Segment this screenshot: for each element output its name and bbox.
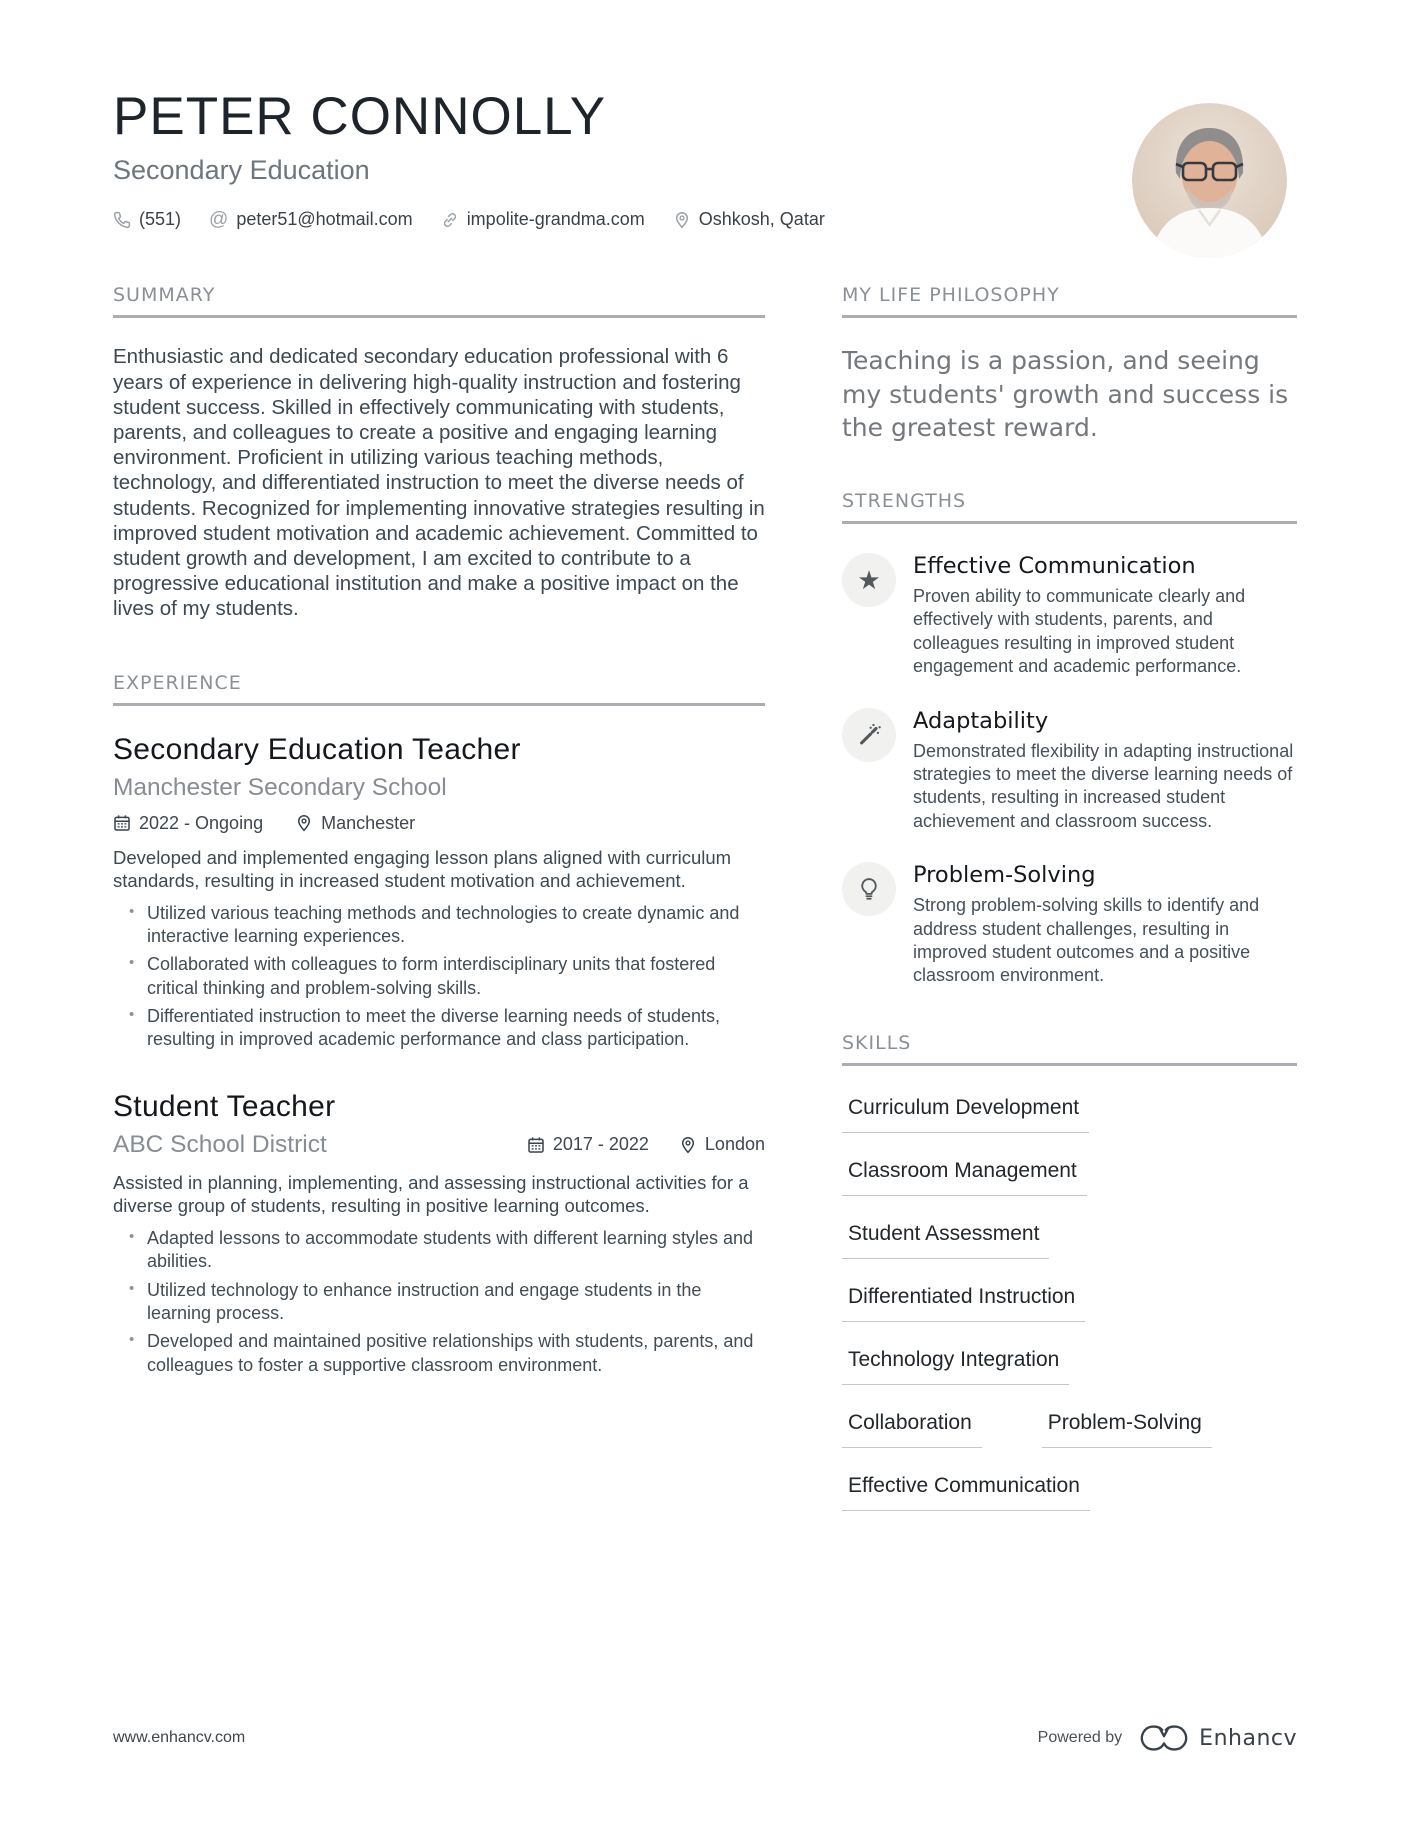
summary-section	[113, 284, 765, 621]
experience-heading: EXPERIENCE	[113, 672, 765, 706]
left-column	[113, 284, 765, 1510]
location-icon	[295, 814, 313, 832]
wand-icon	[842, 708, 896, 762]
strength-description: Proven ability to communicate clearly and effectively with students, parents, and colleagues resulting in improved student engagement and academic performance.	[913, 586, 1246, 677]
two-column-layout	[113, 284, 1297, 1510]
experience-bullet: • Collaborated with colleagues to form interdisciplinary units that fostered critical thinking and problem-solving skills.	[123, 953, 765, 1000]
job-meta	[527, 1134, 765, 1155]
enhancv-wordmark: Enhancv	[1199, 1725, 1297, 1751]
contact-item[interactable]	[113, 209, 181, 230]
contact-text: impolite-grandma.com	[466, 209, 645, 230]
star-icon: ★	[842, 553, 896, 607]
strength-item	[842, 708, 1297, 834]
calendar-icon	[527, 1136, 545, 1154]
enhancv-logo-link[interactable]	[1138, 1722, 1297, 1754]
skill-tag: Classroom Management	[842, 1159, 1087, 1196]
skill-tag: Differentiated Instruction	[842, 1285, 1085, 1322]
job-company: Manchester Secondary School	[113, 773, 447, 801]
experience-entry	[113, 1090, 765, 1377]
experience-bullet: • Utilized various teaching methods and technologies to create dynamic and interactive learning experiences.	[123, 902, 765, 949]
profile-photo	[1132, 103, 1287, 258]
job-location: London	[679, 1134, 765, 1155]
location-icon	[673, 211, 691, 229]
resume-header	[113, 0, 1297, 230]
strength-title: Problem-Solving	[913, 862, 1096, 889]
strength-title: Effective Communication	[913, 553, 1196, 580]
job-description: Developed and implemented engaging lesson plans aligned with curriculum standards, resulting in increased student motivation and achievement.	[113, 846, 732, 892]
contact-row	[113, 209, 1297, 230]
skill-tag: Curriculum Development	[842, 1096, 1089, 1133]
job-title: Secondary Education Teacher	[113, 732, 521, 766]
strength-description: Demonstrated flexibility in adapting instructional strategies to meet the diverse learning needs of students, resulting in increased student achievement and classroom success.	[913, 740, 1294, 831]
contact-item[interactable]	[673, 209, 825, 230]
powered-by-label: Powered by	[1037, 1729, 1123, 1746]
contact-item[interactable]	[209, 209, 413, 230]
page-title: PETER CONNOLLY	[113, 87, 607, 146]
experience-section	[113, 672, 765, 1378]
skill-tag: Problem-Solving	[1042, 1411, 1212, 1448]
philosophy-heading: MY LIFE PHILOSOPHY	[842, 284, 1297, 318]
skill-tag: Collaboration	[842, 1411, 982, 1448]
job-title: Student Teacher	[113, 1089, 336, 1123]
strengths-section	[842, 490, 1297, 988]
company-row	[113, 1131, 765, 1159]
phone-icon	[113, 211, 131, 229]
skill-tag: Student Assessment	[842, 1222, 1049, 1259]
link-icon	[441, 211, 459, 229]
experience-bullet: • Utilized technology to enhance instruction and engage students in the learning process.	[123, 1279, 765, 1326]
location-icon	[679, 1136, 697, 1154]
lightbulb-icon	[842, 862, 896, 916]
powered-by	[1038, 1722, 1297, 1754]
contact-text: (551)	[139, 209, 182, 230]
job-location: Manchester	[295, 813, 415, 834]
calendar-icon	[113, 814, 131, 832]
skill-tag: Technology Integration	[842, 1348, 1069, 1385]
philosophy-section	[842, 284, 1297, 444]
strength-item	[842, 862, 1297, 988]
contact-text: Oshkosh, Qatar	[698, 209, 825, 230]
strengths-heading: STRENGTHS	[842, 490, 1297, 524]
contact-item[interactable]	[441, 209, 645, 230]
job-headline: Secondary Education	[113, 155, 370, 186]
job-description: Assisted in planning, implementing, and assessing instructional activities for a diverse group of students, resulting in positive learning outcomes.	[113, 1171, 749, 1217]
experience-entry	[113, 733, 765, 1052]
strength-item	[842, 553, 1297, 679]
avatar-illustration	[1132, 103, 1287, 258]
job-meta	[113, 813, 765, 834]
skills-list	[842, 1070, 1297, 1511]
skills-section	[842, 1032, 1297, 1511]
enhancv-logo-icon	[1138, 1722, 1190, 1754]
experience-bullet: • Differentiated instruction to meet the diverse learning needs of students, resulting in improved academic performance and class participation.	[123, 1005, 765, 1052]
experience-bullet: • Developed and maintained positive relationships with students, parents, and colleagues to foster a supportive classroom environment.	[123, 1330, 765, 1377]
job-bullet-list	[113, 902, 765, 1052]
philosophy-text: Teaching is a passion, and seeing my students' growth and success is the greatest reward.	[842, 346, 1289, 442]
enhancv-website-link[interactable]: www.enhancv.com	[113, 1729, 246, 1746]
email-icon: @	[209, 209, 229, 231]
job-bullet-list	[113, 1227, 765, 1377]
strengths-list	[842, 553, 1297, 988]
experience-bullet: • Adapted lessons to accommodate students with different learning styles and abilities.	[123, 1227, 765, 1274]
job-dates: 2022 - Ongoing	[113, 813, 263, 834]
job-company: ABC School District	[113, 1130, 327, 1158]
strength-title: Adaptability	[913, 707, 1049, 734]
skills-heading: SKILLS	[842, 1032, 1297, 1066]
right-column	[842, 284, 1297, 1510]
skill-tag: Effective Communication	[842, 1474, 1090, 1511]
summary-heading: SUMMARY	[113, 284, 765, 318]
strength-description: Strong problem-solving skills to identify and address student challenges, resulting in improved student outcomes and a positive classroom environment.	[913, 895, 1260, 986]
contact-text: peter51@hotmail.com	[236, 209, 413, 230]
page-footer	[113, 1722, 1297, 1754]
summary-text: Enthusiastic and dedicated secondary education professional with 6 years of experience in delivering high-quality instruction and fostering student success. Skilled in effectively communicating with students, parents, and colleagues to create a positive and engaging learning environment. Proficient in utilizing various teaching methods, technology, and differentiated instruction to meet the diverse needs of students. Recognized for implementing innovative strategies resulting in improved student motivation and academic achievement. Committed to student growth and development, I am excited to contribute to a progressive educational institution and make a positive impact on the lives of my students.	[113, 345, 765, 621]
job-dates: 2017 - 2022	[527, 1134, 649, 1155]
